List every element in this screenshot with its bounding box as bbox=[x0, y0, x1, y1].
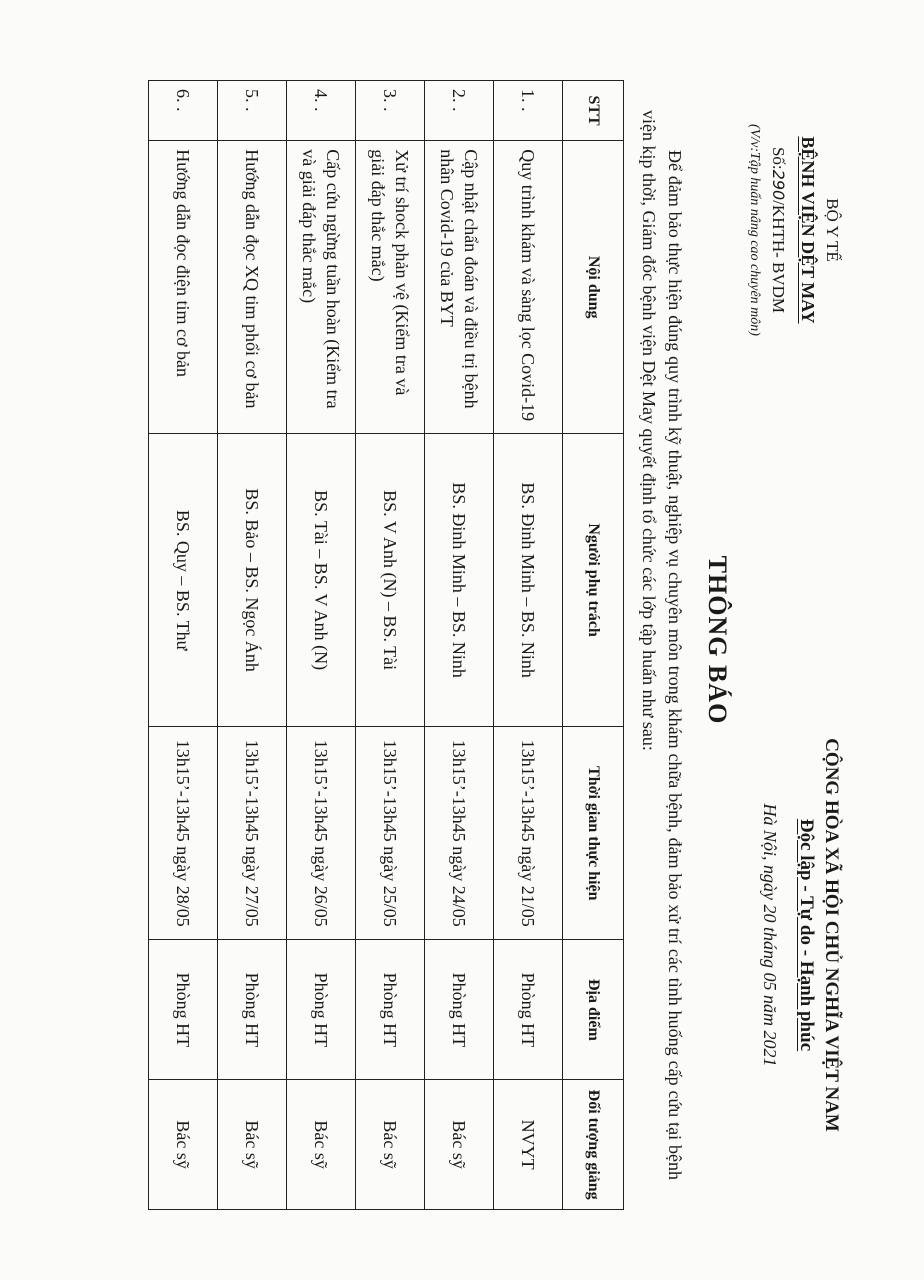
table-row bbox=[287, 81, 356, 1210]
header-content: Nội dung bbox=[563, 141, 624, 434]
cell-time: 13h15’-13h45 ngày 26/05 bbox=[287, 727, 356, 940]
national-motto: Độc lập - Tự do - Hạnh phúc bbox=[796, 818, 817, 1052]
table-row bbox=[356, 81, 425, 1210]
ministry-name: BỘ Y TẾ bbox=[823, 198, 842, 262]
table-row bbox=[218, 81, 287, 1210]
cell-place: Phòng HT bbox=[356, 940, 425, 1080]
cell-stt: 3. . bbox=[356, 81, 425, 141]
cell-content: Hướng dẫn đọc điện tim cơ bản bbox=[149, 141, 218, 434]
cell-person: BS. Đinh Minh – BS. Ninh bbox=[494, 434, 563, 727]
intro-paragraph: Để đảm bảo thực hiện đúng quy trình kỹ thuật, nghiệp vụ chuyên môn trong khám chữa bệnh, đảm bảo xử trí các tình huống cấp cứu tại bệnh viện kịp thời, Giám đốc bệnh viện Dệt May quyết định tổ chức các lớp tập huấn như sau: bbox=[639, 110, 685, 1180]
hospital-name: BỆNH VIỆN DỆT MAY bbox=[798, 136, 818, 324]
cell-content: Cấp cứu ngừng tuần hoàn (Kiểm tra và giải đáp thắc mắc) bbox=[287, 141, 356, 434]
cell-person: BS. Đinh Minh – BS. Ninh bbox=[425, 434, 494, 727]
document-number bbox=[766, 80, 790, 380]
cell-place: Phòng HT bbox=[287, 940, 356, 1080]
republic-name: CỘNG HÒA XÃ HỘI CHỦ NGHĨA VIỆT NAM bbox=[821, 738, 842, 1132]
cell-time: 13h15’-13h45 ngày 24/05 bbox=[425, 727, 494, 940]
national-header bbox=[757, 700, 844, 1170]
cell-person: BS. Quy – BS. Thư bbox=[149, 434, 218, 727]
issuer-header bbox=[742, 80, 844, 380]
cell-stt: 4. . bbox=[287, 81, 356, 141]
cell-target: Bác sỹ bbox=[356, 1080, 425, 1210]
cell-person: BS. V Anh (N) – BS. Tài bbox=[356, 434, 425, 727]
document-number-suffix: /KHTH- BVDM bbox=[769, 200, 788, 314]
cell-place: Phòng HT bbox=[494, 940, 563, 1080]
header-place: Địa điểm bbox=[563, 940, 624, 1080]
cell-person: BS. Tài – BS. V Anh (N) bbox=[287, 434, 356, 727]
cell-content: Hướng dẫn đọc XQ tim phổi cơ bản bbox=[218, 141, 287, 434]
cell-time: 13h15’-13h45 ngày 21/05 bbox=[494, 727, 563, 940]
table-row bbox=[425, 81, 494, 1210]
cell-stt: 1. . bbox=[494, 81, 563, 141]
cell-time: 13h15’-13h45 ngày 25/05 bbox=[356, 727, 425, 940]
page-title: THÔNG BÁO bbox=[703, 555, 732, 725]
cell-stt: 5. . bbox=[218, 81, 287, 141]
cell-time: 13h15’-13h45 ngày 27/05 bbox=[218, 727, 287, 940]
cell-target: Bác sỹ bbox=[149, 1080, 218, 1210]
cell-place: Phòng HT bbox=[425, 940, 494, 1080]
table-row bbox=[494, 81, 563, 1210]
cell-stt: 2. . bbox=[425, 81, 494, 141]
table-row bbox=[149, 81, 218, 1210]
cell-stt: 6. . bbox=[149, 81, 218, 141]
header-stt: STT bbox=[563, 81, 624, 141]
table-header-row bbox=[563, 81, 624, 1210]
cell-time: 13h15’-13h45 ngày 28/05 bbox=[149, 727, 218, 940]
cell-target: Bác sỹ bbox=[425, 1080, 494, 1210]
cell-target: Bác sỹ bbox=[218, 1080, 287, 1210]
document-number-prefix: Số: bbox=[769, 146, 788, 170]
document-number-handwritten: 290 bbox=[769, 169, 788, 201]
document-subject: (V/v:Tập huấn nâng cao chuyên môn) bbox=[747, 124, 762, 336]
cell-content: Xử trí shock phản vệ (Kiểm tra và giải đáp thắc mắc) bbox=[356, 141, 425, 434]
cell-target: NVYT bbox=[494, 1080, 563, 1210]
cell-target: Bác sỹ bbox=[287, 1080, 356, 1210]
cell-content: Cập nhật chẩn đoán và điều trị bệnh nhân Covid-19 của BYT bbox=[425, 141, 494, 434]
cell-place: Phòng HT bbox=[149, 940, 218, 1080]
header-time: Thời gian thực hiện bbox=[563, 727, 624, 940]
cell-content: Quy trình khám và sàng lọc Covid-19 bbox=[494, 141, 563, 434]
header-target: Đối tượng giảng bbox=[563, 1080, 624, 1210]
cell-person: BS. Bảo – BS. Ngọc Ánh bbox=[218, 434, 287, 727]
header-person: Người phụ trách bbox=[563, 434, 624, 727]
cell-place: Phòng HT bbox=[218, 940, 287, 1080]
issue-date: Hà Nội, ngày 20 tháng 05 năm 2021 bbox=[760, 803, 780, 1067]
training-schedule-table bbox=[148, 80, 624, 1210]
